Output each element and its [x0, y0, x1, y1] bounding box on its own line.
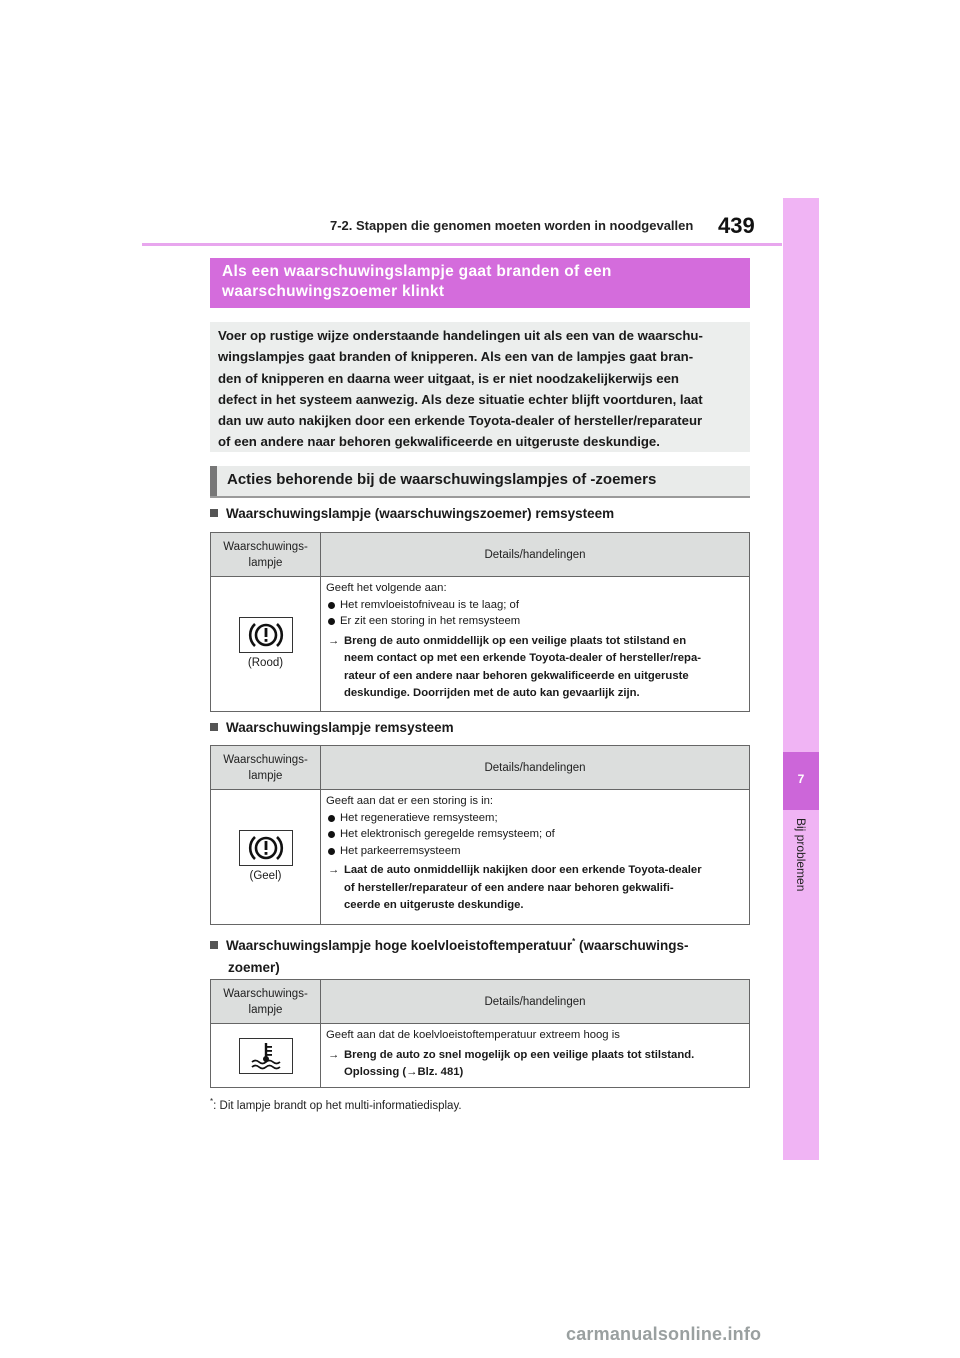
intro-box	[210, 322, 750, 452]
intro-line: Voer op rustige wijze onderstaande handelingen uit als een van de waarschu-	[218, 328, 703, 343]
subheading-text: Waarschuwingslampje (waarschuwingszoemer) remsysteem	[226, 506, 615, 521]
arrow-icon: →	[328, 634, 340, 647]
chapter-tab-label: Bij problemen	[794, 818, 808, 892]
square-bullet-icon	[210, 941, 218, 949]
header-divider	[142, 243, 782, 246]
details-intro: Geeft aan dat de koelvloeistoftemperatuur extreem hoog is	[326, 1029, 620, 1041]
arrow-icon: →	[328, 864, 340, 876]
icon-cell	[211, 577, 321, 712]
header-lamp: Waarschuwings- lampje	[211, 746, 321, 790]
bullet-icon	[328, 618, 335, 625]
action-instruction: → Breng de auto onmiddellijk op een veilige plaats tot stilstand en neem contact op met een erkende Toyota-dealer of hersteller/repa- rateur of een andere naar behoren gekwalificeerde en uitgeruste deskundige. Doorrijden met de auto kan gevaarlijk zijn.	[328, 634, 702, 699]
details-intro: Geeft aan dat er een storing is in:	[326, 795, 494, 807]
section-heading: Acties behorende bij de waarschuwingslampjes of -zoemers	[210, 466, 750, 496]
footnote	[210, 1097, 462, 1112]
chapter-heading: 7-2. Stappen die genomen moeten worden in noodgevallen	[330, 218, 694, 233]
lamp-color-label: (Geel)	[249, 869, 282, 882]
header-details: Details/handelingen	[321, 746, 750, 790]
list-item: Er zit een storing in het remsysteem	[326, 613, 745, 630]
watermark: carmanualsonline.info	[566, 1324, 762, 1344]
list-item: Het parkeerremsysteem	[326, 843, 745, 860]
warning-table-coolant	[210, 979, 750, 1088]
page-number: 439	[718, 213, 755, 238]
warning-table-brake	[210, 532, 750, 712]
header-details: Details/handelingen	[321, 980, 750, 1024]
header-lamp: Waarschuwings- lampje	[211, 980, 321, 1024]
list-item: Het regeneratieve remsysteem;	[326, 810, 745, 827]
arrow-icon: →	[406, 1066, 418, 1078]
action-instruction: → Laat de auto onmiddellijk nakijken door een erkende Toyota-dealer of hersteller/reparateur of een andere naar behoren gekwalifi- ceerde en uitgeruste deskundige.	[328, 864, 702, 911]
intro-line: den of knipperen en daarna weer uitgaat, is er niet noodzakelijkerwijs een	[218, 370, 679, 386]
arrow-icon: →	[328, 1048, 340, 1061]
title-line-1: Als een waarschuwingslampje gaat branden of een	[222, 263, 612, 280]
intro-line: of een andere naar behoren gekwalificeerde en uitgeruste deskundige.	[218, 434, 660, 450]
table-row	[211, 790, 750, 925]
subheading-brake-warning	[210, 503, 614, 525]
intro-line: defect in het systeem aanwezig. Als deze situatie echter blijft voortduren, laat	[218, 391, 703, 407]
list-item: Het elektronisch geregelde remsysteem; of	[326, 826, 745, 843]
subheading-text: Waarschuwingslampje remsysteem	[226, 720, 454, 735]
icon-cell	[211, 790, 321, 925]
title-banner	[210, 258, 750, 308]
bullet-icon	[328, 831, 335, 838]
icon-cell	[211, 1024, 321, 1088]
footnote-marker: *	[572, 937, 576, 946]
brake-warning-icon	[239, 830, 293, 866]
details-cell	[321, 577, 750, 712]
details-cell	[321, 1024, 750, 1088]
square-bullet-icon	[210, 723, 218, 731]
subheading-brake-system	[210, 717, 454, 739]
details-intro: Geeft het volgende aan:	[326, 582, 447, 594]
chapter-side-tab	[783, 198, 819, 1160]
table-header-row	[211, 980, 750, 1024]
page-reference-link[interactable]: Blz. 481)	[417, 1066, 464, 1078]
bullet-icon	[328, 848, 335, 855]
chapter-tab-number: 7	[797, 772, 805, 786]
coolant-temperature-icon	[239, 1038, 293, 1074]
footnote-text: : Dit lampje brandt op het multi-informatiedisplay.	[213, 1100, 462, 1112]
intro-line: dan uw auto nakijken door een erkende Toyota-dealer of hersteller/reparateur	[218, 413, 703, 429]
list-item: Het remvloeistofniveau is te laag; of	[326, 597, 745, 614]
square-bullet-icon	[210, 509, 218, 517]
bullet-icon	[328, 815, 335, 822]
subheading-coolant: Waarschuwingslampje hoge koelvloeistoftemperatuur* (waarschuwings- zoemer)	[210, 931, 688, 979]
table-row	[211, 1024, 750, 1088]
warning-table-brake-system	[210, 745, 750, 925]
section-divider	[210, 496, 750, 498]
table-header-row	[211, 533, 750, 577]
brake-warning-icon	[239, 617, 293, 653]
footnote-marker: *	[210, 1097, 214, 1106]
action-instruction: → Breng de auto zo snel mogelijk op een veilige plaats tot stilstand. Oplossing (→Blz. 481)	[328, 1048, 695, 1078]
bullet-icon	[328, 602, 335, 609]
details-cell	[321, 790, 750, 925]
table-row	[211, 577, 750, 712]
header-details: Details/handelingen	[321, 533, 750, 577]
intro-line: wingslampjes gaat branden of knipperen. Als een van de lampjes gaat bran-	[218, 349, 694, 365]
lamp-color-label: (Rood)	[247, 656, 284, 669]
header-lamp: Waarschuwings- lampje	[211, 533, 321, 577]
table-header-row	[211, 746, 750, 790]
title-line-2: waarschuwingszoemer klinkt	[222, 283, 445, 300]
